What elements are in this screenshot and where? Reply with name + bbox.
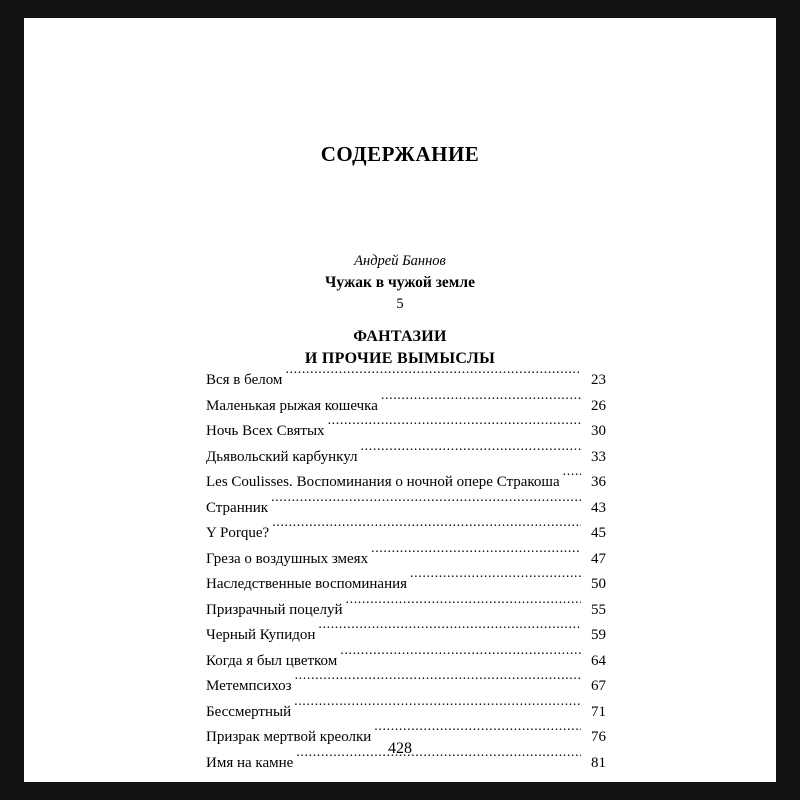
page-title: СОДЕРЖАНИЕ <box>320 142 480 166</box>
toc-entry[interactable] <box>206 700 606 726</box>
toc-leader-dots <box>318 624 581 639</box>
toc-entry[interactable] <box>206 470 606 496</box>
toc-entry[interactable] <box>206 623 606 649</box>
toc-leader-dots <box>328 420 581 435</box>
toc-entry-title: Бессмертный <box>206 703 292 720</box>
toc-entry-title: Метемпсихоз <box>206 678 292 694</box>
toc-entry[interactable] <box>206 419 606 445</box>
toc-entry-title: Греза о воздушных змеях <box>206 550 369 567</box>
toc-entry-title: Les Coulisses. <box>206 474 293 490</box>
toc-entry-title: Призрак мертвой креолки <box>206 729 372 745</box>
toc-entry-page: 43 <box>591 499 606 516</box>
toc-entry-title: Y Porque? <box>206 525 270 541</box>
toc-entry[interactable] <box>206 394 606 420</box>
toc-entry-page: 45 <box>591 525 606 541</box>
folio-page-number: 428 <box>388 740 412 757</box>
toc-entry-title: Призрачный поцелуй <box>206 601 343 618</box>
toc-leader-dots <box>272 522 581 537</box>
toc-entry[interactable] <box>206 649 606 675</box>
toc-entry[interactable] <box>206 445 606 471</box>
toc-entry-page: 67 <box>591 678 606 694</box>
toc-entry-page: 47 <box>591 550 606 567</box>
toc-entry-title: Маленькая рыжая кошечка <box>206 397 378 414</box>
toc-leader-dots <box>294 701 581 716</box>
toc-leader-dots <box>361 446 581 461</box>
toc-leader-dots <box>381 395 581 410</box>
toc-entry-page: 76 <box>591 729 606 745</box>
toc-entry-page: 50 <box>591 576 606 592</box>
toc-entry[interactable] <box>206 674 606 700</box>
toc-leader-dots <box>295 675 581 690</box>
toc-entry-title: Странник <box>206 499 269 516</box>
featured-author: Андрей Баннов <box>354 253 446 269</box>
toc-entry[interactable] <box>206 368 606 394</box>
featured-page-number: 5 <box>396 296 404 312</box>
toc-entry-title: Вся в белом <box>206 372 283 388</box>
toc-leader-dots <box>410 573 581 588</box>
toc-entry-page: 23 <box>591 372 606 388</box>
toc-entry-page: 30 <box>591 423 606 439</box>
toc-entry-page: 59 <box>591 627 606 643</box>
toc-entry[interactable] <box>206 572 606 598</box>
toc-entry-title: Черный Купидон <box>206 627 316 643</box>
toc-leader-dots <box>374 726 581 741</box>
toc-leader-dots <box>285 369 581 384</box>
toc-entry-title: Когда я был цветком <box>206 652 338 669</box>
toc-entry[interactable] <box>206 496 606 522</box>
toc-leader-dots <box>346 599 582 614</box>
toc-entry[interactable] <box>206 598 606 624</box>
table-of-contents <box>206 368 606 776</box>
toc-entry-page: 55 <box>591 601 606 618</box>
toc-leader-dots <box>340 650 581 665</box>
toc-entry-subtitle: Воспоминания о ночной опере Стракоша <box>296 474 560 490</box>
toc-entry-page: 26 <box>591 397 606 414</box>
section-heading-line-2: И ПРОЧИЕ ВЫМЫСЛЫ <box>304 350 496 367</box>
toc-leader-dots <box>271 497 581 512</box>
featured-work-title: Чужак в чужой земле <box>325 274 475 291</box>
toc-entry[interactable] <box>206 521 606 547</box>
book-page <box>24 18 776 782</box>
section-heading <box>24 326 776 370</box>
page-content <box>24 18 776 782</box>
toc-entry-page: 64 <box>591 652 606 669</box>
toc-entry-page: 36 <box>591 474 606 490</box>
toc-entry-title: Дьявольский карбункул <box>206 448 358 465</box>
toc-entry-page: 33 <box>591 448 606 465</box>
toc-entry-title: Ночь Всех Святых <box>206 423 325 439</box>
toc-leader-dots <box>371 548 581 563</box>
toc-entry-page: 71 <box>591 703 606 720</box>
toc-entry-title: Имя на камне <box>206 754 294 771</box>
toc-entry-title: Наследственные воспоминания <box>206 576 408 592</box>
section-heading-line-1: ФАНТАЗИИ <box>353 328 447 345</box>
featured-entry <box>24 250 776 314</box>
toc-entry-page: 81 <box>591 754 606 771</box>
toc-entry[interactable] <box>206 547 606 573</box>
toc-leader-dots <box>563 471 581 486</box>
